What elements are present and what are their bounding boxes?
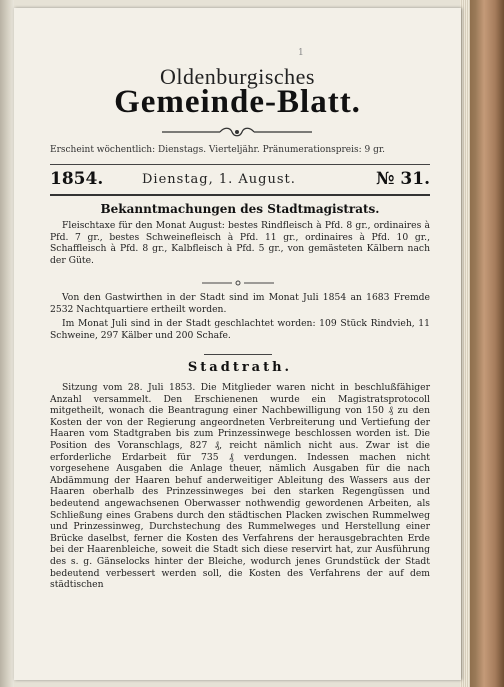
small-divider [202, 279, 274, 287]
book-cover-edge [460, 0, 504, 687]
paragraph-schlachtungen: Im Monat Juli sind in der Stadt geschlachtet worden: 109 Stück Rindvieh, 11 Schweine, 297 Kälber und 200 Schafe. [50, 318, 430, 341]
paragraph-gastwirthe: Von den Gastwirthen in der Stadt sind im Monat Juli 1854 an 1683 Fremde 2532 Nachtquartiere ertheilt worden. [50, 292, 430, 315]
page-edges [460, 0, 470, 687]
rule-double [50, 194, 430, 196]
rule-top [50, 164, 430, 165]
page-mark: 1 [298, 48, 304, 58]
issue-line [50, 168, 430, 192]
paragraph-sitzung: Sitzung vom 28. Juli 1853. Die Mitglieder waren nicht in beschlußfähiger Anzahl versammelt. Den Erschienenen wurde ein Magistratsprotocoll mitgetheilt, wonach die Beantragung einer Nachbewilligung von 150 ₰ zu den Kosten der von der Regierung angeordneten Verbreiterung und Vertiefung der Haaren vom Stadtgraben bis zum Prinzessinwege beschlossen worden ist. Die Position des Voranschlags, 827 ₰, reicht nämlich nicht aus. Zwar ist die erforderliche Erdarbeit für 735 ₰ verdungen. Indessen machen nicht vorgesehene Ausgaben die Anlage theuer, nämlich Ausgaben für die nach Abdämmung der Haaren behuf anderweitiger Ableitung des Wassers aus der Haaren oberhalb des Prinzessinweges bei den starken Regengüssen und bedeutend angewachsenen Oberwasser nothwendig gewordenen Arbeiten, als Schließung eines Grabens durch den städtischen Placken zwischen Rummelweg und Prinzessinweg, Durchstechung des Rummelweges und Herstellung einer Brücke daselbst, ferner die Kosten des Verfahrens der herausgebrachten Erde bei der Haarenbleiche, soweit die Stadt sich diese reservirt hat, zur Ausführung des s. g. Gänselocks hinter der Bleiche, wodurch jenes Grundstück der Stadt bedeutend verbessert werden soll, die Kosten des Verfahrens der auf dem städtischen [50, 382, 430, 591]
paragraph-fleischtaxe: Fleischtaxe für den Monat August: bestes Rindfleisch à Pfd. 8 gr., ordinaires à Pfd. 7 gr., bestes Schweinefleisch à Pfd. 11 gr., ordinaires à Pfd. 10 gr., Schaffleisch à Pfd. 8 gr., Kalbfleisch à Pfd. 5 gr., von gemästeten Kälbern nach der Güte. [50, 220, 430, 266]
newspaper-page [14, 8, 461, 680]
section-heading-magistrat: Bekanntmachungen des Stadtmagistrats. [100, 202, 380, 216]
issue-date: Dienstag, 1. August. [142, 172, 296, 187]
section-heading-stadtrath: Stadtrath. [187, 360, 293, 375]
issue-year: 1854. [50, 169, 104, 189]
masthead-subtitle: Oldenburgisches [160, 64, 315, 89]
issue-number: № 31. [376, 169, 430, 189]
section-rule [204, 354, 272, 355]
book-binding-edge [0, 0, 14, 687]
ornament-divider [162, 126, 312, 138]
masthead-title: Gemeinde-Blatt. [114, 84, 361, 120]
subscription-line: Erscheint wöchentlich: Dienstags. Vierteljähr. Pränumerationspreis: 9 gr. [50, 145, 386, 155]
